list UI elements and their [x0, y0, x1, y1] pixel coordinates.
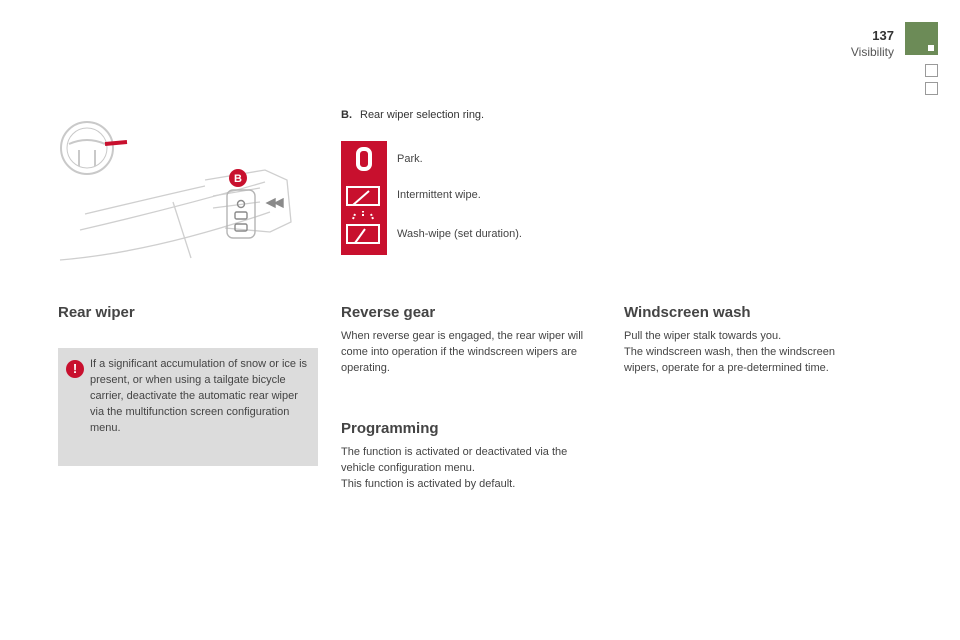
section-title: Visibility [850, 45, 894, 59]
selection-ring-text: Rear wiper selection ring. [360, 109, 485, 121]
wiper-symbol-strip [341, 141, 387, 255]
stalk-highlight [105, 142, 127, 144]
steering-wheel-icon [61, 122, 113, 174]
callout-letter: B [234, 173, 242, 185]
intermittent-wipe-label: Intermittent wipe. [397, 189, 481, 201]
rear-window-wiper-icon [347, 187, 379, 205]
tab-indicator-empty [925, 82, 938, 95]
selection-ring-caption [341, 109, 484, 121]
warning-box [58, 348, 318, 466]
callout-marker: B. [341, 109, 352, 121]
wiper-stalk-controls [227, 190, 283, 238]
reverse-gear-heading: Reverse gear [341, 304, 436, 321]
programming-line-1: The function is activated or deactivated via the vehicle configuration menu. [341, 446, 568, 474]
warning-icon: ! [66, 360, 84, 378]
windscreen-wash-line-2: The windscreen wash, then the windscreen wipers, operate for a pre-determined time. [624, 346, 835, 374]
park-symbol-0 [358, 149, 370, 169]
warning-text: If a significant accumulation of snow or ice is present, or when using a tailgate bicycle carrier, deactivate the automatic rear wiper via the multifunction screen configuration menu. [90, 358, 308, 434]
wiper-stalk-illustration [55, 110, 313, 268]
tab-marker [928, 45, 934, 51]
park-label: Park. [397, 153, 423, 165]
rear-wash-wipe-icon [347, 211, 379, 243]
windscreen-wash-line-1: Pull the wiper stalk towards you. [624, 330, 782, 342]
windscreen-wash-text [624, 328, 869, 376]
reverse-gear-text: When reverse gear is engaged, the rear wiper will come into operation if the windscreen wipers are operating. [341, 330, 584, 374]
wash-wipe-label: Wash-wipe (set duration). [397, 228, 522, 240]
programming-heading: Programming [341, 420, 439, 437]
windscreen-wash-heading: Windscreen wash [624, 304, 751, 321]
page-number: 137 [872, 28, 894, 43]
tab-indicator-empty [925, 64, 938, 77]
programming-text [341, 444, 603, 492]
rear-wiper-heading: Rear wiper [58, 304, 135, 321]
programming-line-2: This function is activated by default. [341, 478, 516, 490]
section-tab [905, 22, 938, 55]
callout-b [229, 169, 247, 187]
